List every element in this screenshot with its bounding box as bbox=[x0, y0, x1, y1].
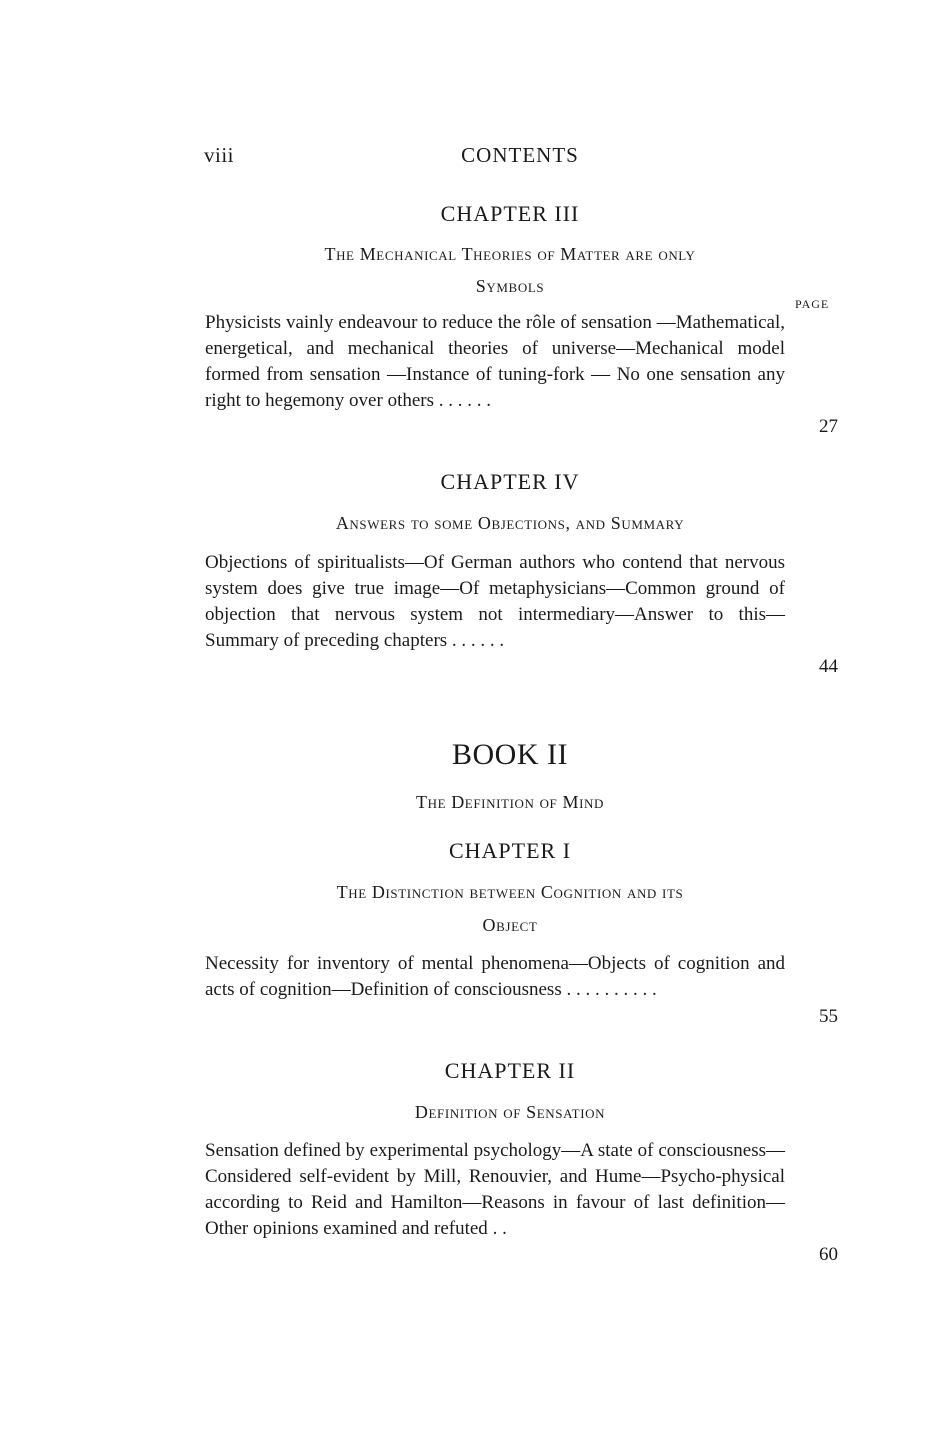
page-column-label: PAGE bbox=[795, 297, 830, 311]
b2-chapter-1-title-line2: Object bbox=[482, 915, 538, 935]
b2-chapter-2-page-number: 60 bbox=[819, 1244, 838, 1265]
chapter-4-leaders: . . . . . . bbox=[451, 630, 505, 651]
chapter-4-heading: CHAPTER IV bbox=[440, 469, 580, 494]
chapter-3-heading: CHAPTER III bbox=[440, 201, 580, 226]
b2-chapter-1-page-number: 55 bbox=[819, 1006, 838, 1027]
b2-chapter-1-summary-text: Necessity for inventory of mental phenomena—Objects of cognition and acts of cognition—Definition of consciousness . . . . . . . . . . bbox=[205, 953, 785, 1000]
chapter-3-summary bbox=[205, 310, 785, 414]
b2-chapter-1-heading: CHAPTER I bbox=[448, 838, 572, 863]
b2-chapter-1-leaders: . . . . . . . . . . bbox=[566, 979, 657, 1000]
chapter-4-page-number: 44 bbox=[819, 656, 838, 677]
b2-chapter-2-heading: CHAPTER II bbox=[444, 1058, 576, 1083]
running-title: CONTENTS bbox=[461, 143, 579, 167]
book-2-title: The Definition of Mind bbox=[415, 792, 604, 812]
chapter-3-title-line2: Symbols bbox=[475, 276, 545, 296]
chapter-4-title: Answers to some Objections, and Summary bbox=[335, 513, 685, 533]
chapter-3-leaders: . . . . . . bbox=[438, 390, 492, 411]
chapter-3-page-number: 27 bbox=[819, 416, 838, 437]
b2-chapter-2-summary bbox=[205, 1138, 785, 1242]
book-2-heading: BOOK II bbox=[452, 738, 568, 771]
chapter-4-summary bbox=[205, 550, 785, 654]
b2-chapter-2-title: Definition of Sensation bbox=[414, 1102, 606, 1122]
b2-chapter-2-summary-text: Sensation defined by experimental psychology—A state of consciousness—Considered self-evident by Mill, Renouvier, and Hume—Psycho-physical according to Reid and Hamilton—Reasons in favour of last definition—Other opinions examined and refuted . . bbox=[205, 1140, 785, 1239]
page-folio: viii bbox=[204, 143, 235, 167]
b2-chapter-1-summary bbox=[205, 951, 785, 1003]
b2-chapter-1-title-line1: The Distinction between Cognition and its bbox=[336, 882, 684, 902]
b2-chapter-2-leaders: . . bbox=[492, 1218, 507, 1239]
chapter-3-title-line1: The Mechanical Theories of Matter are only bbox=[324, 244, 696, 264]
chapter-4-summary-text: Objections of spiritualists—Of German authors who contend that nervous system does give true image—Of metaphysicians—Common ground of objection that nervous system not intermediary—Answer to this— Summary of preceding chapters . . . . . . bbox=[205, 552, 785, 651]
chapter-3-summary-text: Physicists vainly endeavour to reduce the rôle of sensation —Mathematical, energetical, and mechanical theories of universe—Mechanical model formed from sensation —Instance of tuning-fork — No one sensation any right to hegemony over others . . . . . . bbox=[205, 312, 785, 411]
